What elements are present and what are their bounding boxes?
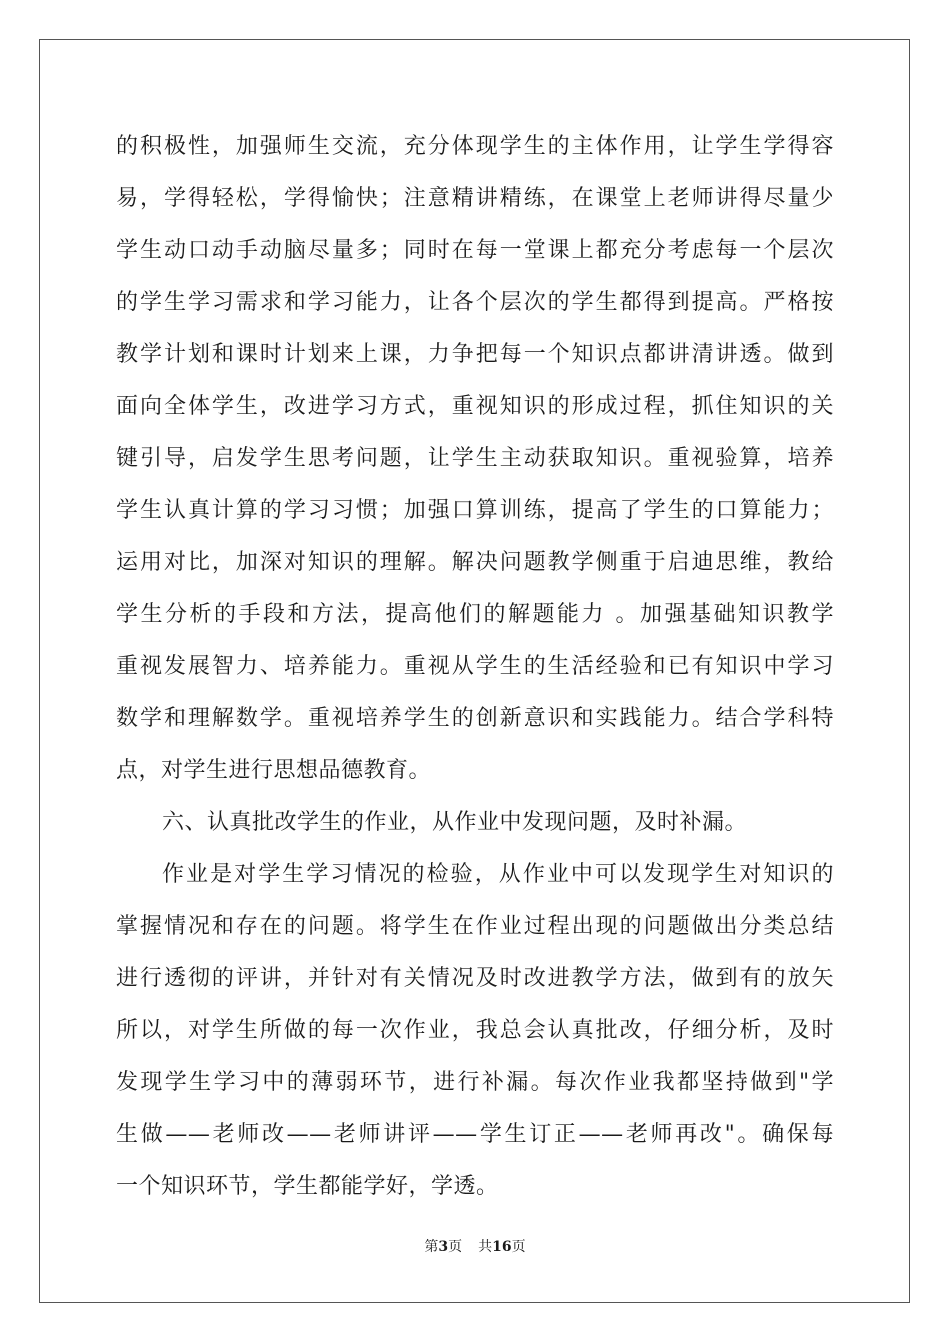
page-footer [0,1238,950,1256]
document-body [116,121,834,1213]
paragraph-first-line: 作业是对学生学习情况的检验，从作业中可以发现学生对知识的 [162,862,834,887]
total-pages: 16 [492,1239,512,1255]
text-line: 学生动口动手动脑尽量多；同时在每一堂课上都充分考虑每一个层次 [116,238,834,263]
text-line: 学生认真计算的学习习惯；加强口算训练，提高了学生的口算能力； [116,498,834,523]
page-number: 3 [438,1239,449,1255]
text-line: 发现学生学习中的薄弱环节，进行补漏。每次作业我都坚持做到"学 [116,1070,834,1095]
text-line: 生做——老师改——老师讲评——学生订正——老师再改"。确保每 [116,1122,834,1147]
total-suffix: 页 [511,1239,526,1255]
page-suffix: 页 [448,1239,463,1255]
text-line: 教学计划和课时计划来上课，力争把每一个知识点都讲清讲透。做到 [116,342,834,367]
text-line: 面向全体学生，改进学习方式，重视知识的形成过程，抓住知识的关 [116,394,834,419]
page-prefix: 第 [424,1239,439,1255]
text-line: 一个知识环节，学生都能学好，学透。 [116,1174,499,1199]
text-line: 运用对比，加深对知识的理解。解决问题教学侧重于启迪思维，教给 [116,550,834,575]
section-heading: 六、认真批改学生的作业，从作业中发现问题，及时补漏。 [162,810,748,835]
text-line: 进行透彻的评讲，并针对有关情况及时改进教学方法，做到有的放矢 [116,966,834,991]
text-line: 重视发展智力、培养能力。重视从学生的生活经验和已有知识中学习 [116,654,834,679]
text-line: 点，对学生进行思想品德教育。 [116,758,432,783]
text-line: 的积极性，加强师生交流，充分体现学生的主体作用，让学生学得容 [116,134,834,159]
text-line: 键引导，启发学生思考问题，让学生主动获取知识。重视验算，培养 [116,446,834,471]
text-line: 学生分析的手段和方法，提高他们的解题能力 。加强基础知识教学 [116,602,834,627]
text-line: 易，学得轻松，学得愉快；注意精讲精练，在课堂上老师讲得尽量少 [116,186,834,211]
text-line: 数学和理解数学。重视培养学生的创新意识和实践能力。结合学科特 [116,706,834,731]
text-line: 的学生学习需求和学习能力，让各个层次的学生都得到提高。严格按 [116,290,834,315]
text-line: 所以，对学生所做的每一次作业，我总会认真批改，仔细分析，及时 [116,1018,834,1043]
text-line: 掌握情况和存在的问题。将学生在作业过程出现的问题做出分类总结 [116,914,834,939]
total-prefix: 共 [478,1239,493,1255]
